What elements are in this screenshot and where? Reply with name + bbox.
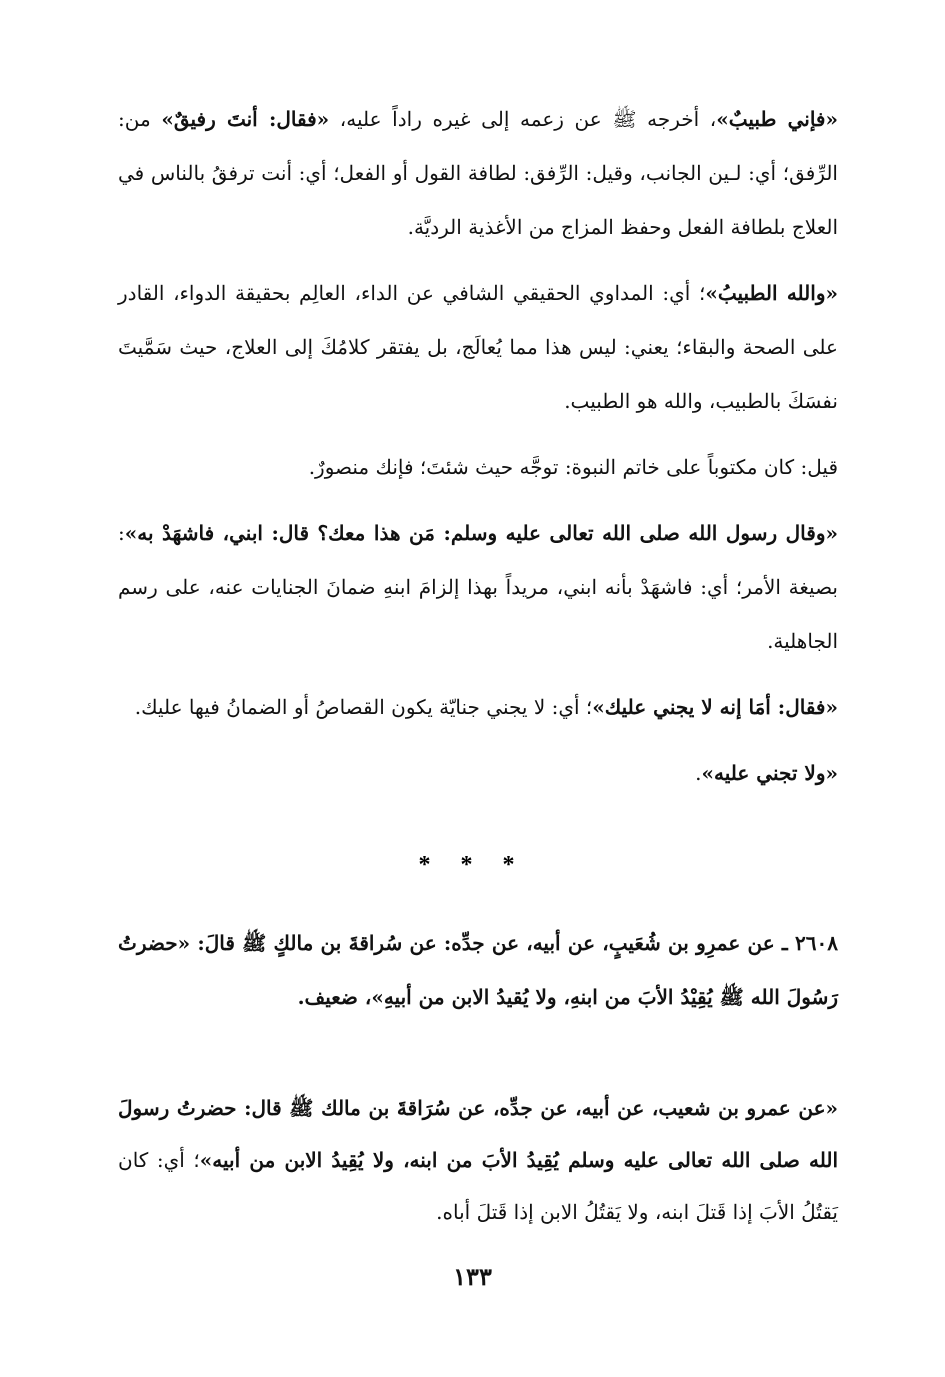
hadith-text [118,916,838,1024]
page-number: ١٣٣ [453,1262,492,1291]
paragraph-son [118,506,838,668]
quote-bold: «فإني طبيبٌ» [716,107,838,131]
commentary-section [118,92,838,800]
paragraph-text: . [695,761,702,785]
quote-bold: «فقال: أنتَ رفيقٌ» [161,107,330,131]
section-separator: * * * [418,852,527,878]
paragraph-not-on-him [118,746,838,800]
paragraph-text: : بصيغة الأمر؛ أي: فاشهَدْ بأنه ابني، مريداً بهذا إلزامَ ابنهِ ضمانَ الجنايات عنه، على رسم الجاهلية. [118,521,838,653]
paragraph-text: ؛ أي: المداوي الحقيقي الشافي عن الداء، العالِم بحقيقة الدواء، القادر على الصحة والبقاء؛ يعني: ليس هذا مما يُعالَج، بل يفتقر كلامُكَ إلى العلاج، حيث سَمَّيتَ نفسَكَ بالطبيب، والله هو الطبيب. [118,281,838,413]
quote-bold: «فقال: أمَا إنه لا يجني عليك» [592,695,838,719]
quote-bold: «ولا تجني عليه» [701,761,838,785]
quote-bold: «والله الطبيبُ» [705,281,838,305]
commentary-text [118,1082,838,1238]
hadith-commentary [118,1082,838,1238]
paragraph-no-crime [118,680,838,734]
hadith-bold: ٢٦٠٨ ـ عن عمرِو بن شُعَيبٍ، عن أبيه، عن جدِّه: عن سُراقةَ بن مالكٍ ﷺ قالَ: «حضرتُ رَسُولَ الله ﷺ يُقِيْدُ الأبَ من ابنهِ، ولا يُقيدُ الابن من أبيهِ» [118,931,838,1009]
quote-bold: «وقال رسول الله صلى الله تعالى عليه وسلم: مَن هذا معك؟ قال: ابني، فاشهَدْ به» [124,521,838,545]
paragraph-doctor [118,92,838,254]
paragraph-text: ، أخرجه ﷺ عن زعمه إلى غيره راداً عليه، [329,107,717,131]
paragraph-god-doctor [118,266,838,428]
paragraph-text: قيل: كان مكتوباً على خاتم النبوة: توجَّه حيث شئتَ؛ فإنك منصورٌ. [308,455,838,479]
quote-bold: «عن عمرو بن شعيب، عن أبيه، عن جدِّه، عن سُرَاقةَ بن مالك ﷺ قال: حضرتُ رسولَ الله صلى الله تعالى عليه وسلم يُقِيدُ الأبَ من ابنه، ولا يُقِيدُ الابن من أبيه» [118,1096,839,1172]
hadith-2608 [118,916,838,1024]
paragraph-text: ؛ أي: كان يَقتُلُ الأبَ إذا قَتلَ ابنه، ولا يَقتُلُ الابن إذا قَتلَ أباه. [118,1148,838,1224]
paragraph-seal [118,440,838,494]
paragraph-text: من: الرِّفق؛ أي: لـين الجانب، وقيل: الرِّفق: لطافة القول أو الفعل؛ أي: أنت ترفقُ بالناس في العلاج بلطافة الفعل وحفظ المزاج من الأغذية الرديَّة. [118,107,838,239]
hadith-grade: ، ضعيف. [297,985,372,1009]
paragraph-text: ؛ أي: لا يجني جنايّة يكون القصاصُ أو الضمانُ فيها عليك. [134,695,593,719]
